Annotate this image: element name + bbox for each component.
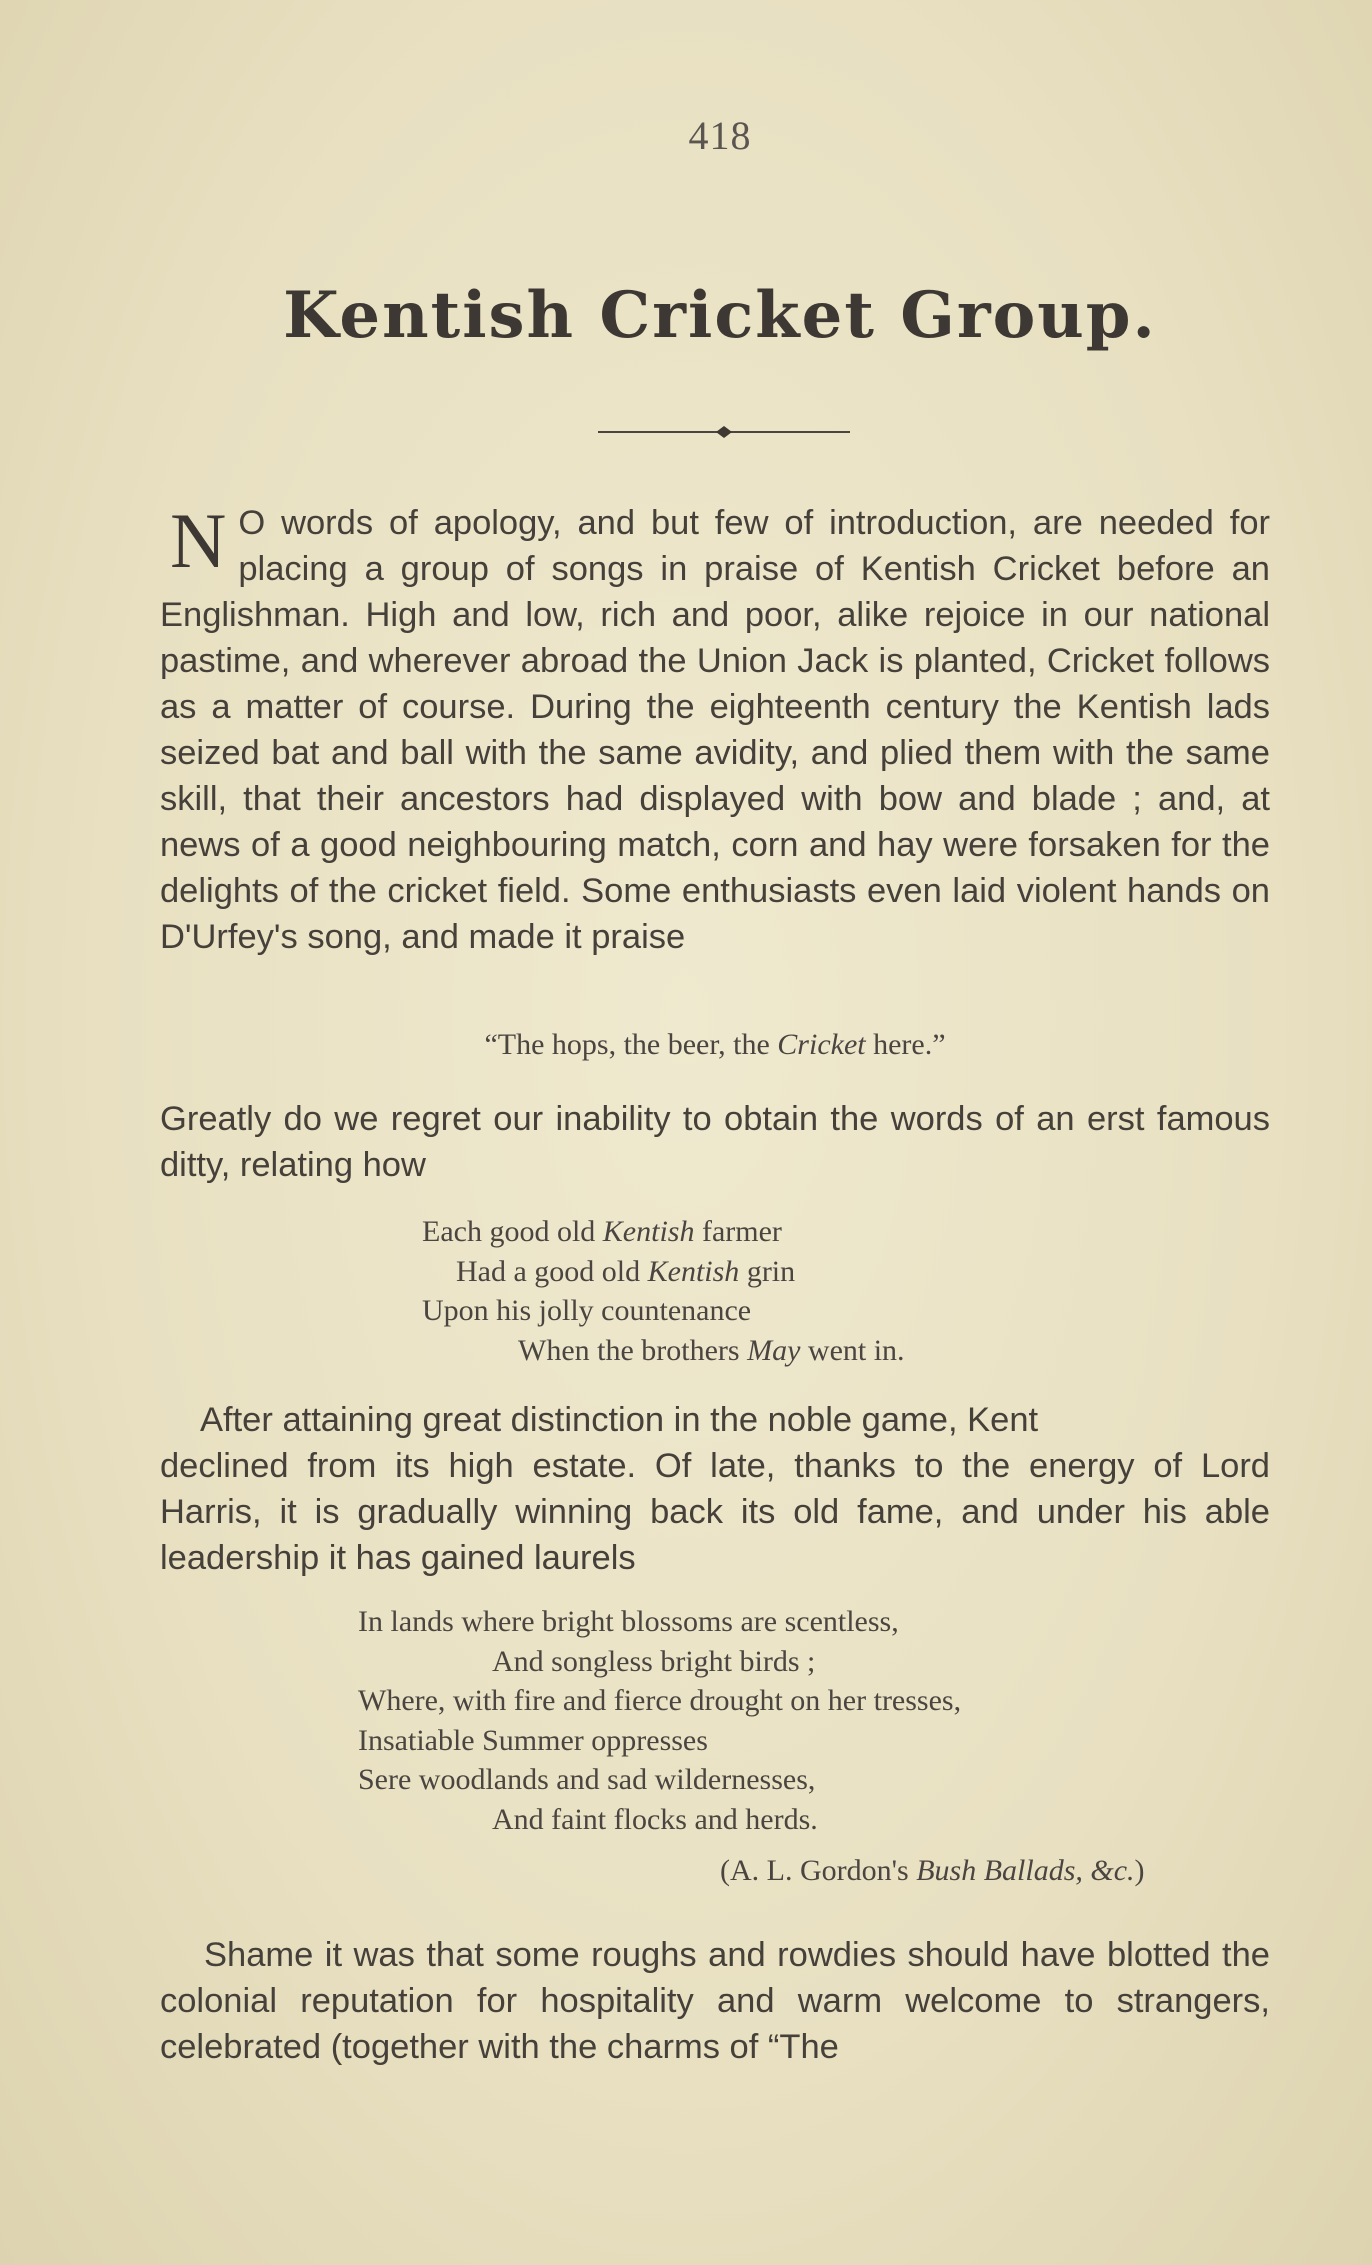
paragraph-ditty: Greatly do we regret our inability to obtain the words of an erst famous ditty, relating how — [160, 1100, 1270, 1184]
verse-italic: May — [747, 1333, 801, 1367]
verse-text: grin — [739, 1254, 796, 1288]
verse-line — [422, 1252, 905, 1292]
paragraph-roughs-body: blotted the colonial reputation for hospitality and warm welcome to strangers, celebrated (together with the charms of “The — [160, 1936, 1270, 2066]
verse-text: farmer — [694, 1215, 782, 1248]
song-quote — [0, 1028, 1372, 1062]
verse-italic: Kentish — [602, 1215, 695, 1248]
title-divider-ornament — [598, 422, 850, 442]
verse-attribution — [720, 1854, 1145, 1888]
paragraph-roughs-first-line: Shame it was that some roughs and rowdies should have — [204, 1936, 1096, 1974]
page-number: 418 — [688, 113, 752, 158]
verse-line — [422, 1212, 905, 1252]
page-title: Kentish Cricket Group. — [283, 278, 1157, 353]
drop-cap: N — [170, 497, 227, 584]
verse-line — [422, 1291, 905, 1331]
verse-text: Upon his jolly countenance — [422, 1294, 752, 1327]
verse-text: went in. — [800, 1333, 905, 1367]
verse-italic: Kentish — [647, 1254, 740, 1288]
attribution-italic: Bush Ballads, &c. — [916, 1854, 1135, 1887]
verse-text: Each good old — [422, 1215, 603, 1248]
attribution-text: ) — [1134, 1854, 1145, 1887]
paragraph-intro-body: for placing a group of songs in praise of Kentish Cricket before an Englishman. High and low, rich and poor, alike rejoice in our national pastime, and wherever abroad the Union Jack is planted, Cricket follows as a matter of course. During the eighteenth century the Kentish lads seized bat and ball with the same avidity, and plied them with the same skill, that their ancestors had displayed with bow and blade ; and, at news of a good neighbouring match, corn and hay were forsaken for the delights of the cricket field. Some enthusiasts even laid violent hands on D'Urfey's song, and made it praise — [160, 504, 1270, 956]
paragraph-intro — [160, 497, 1270, 960]
verse-line: And faint flocks and herds. — [492, 1802, 818, 1836]
song-quote-italic: Cricket — [777, 1028, 866, 1061]
verse-kentish-farmer — [422, 1212, 905, 1370]
verse-line: Sere woodlands and sad wildernesses, — [358, 1763, 816, 1796]
verse-line: In lands where bright blossoms are scentless, — [358, 1605, 899, 1638]
paragraph-roughs — [160, 1932, 1270, 2070]
verse-line: Insatiable Summer oppresses — [358, 1723, 708, 1757]
paragraph-lord-harris: declined from its high estate. Of late, thanks to the energy of Lord Harris, it is gradually winning back its old fame, and under his able leadership it has gained laurels — [160, 1447, 1270, 1577]
verse-text: Had a good old — [456, 1254, 648, 1288]
song-quote-open: “The hops, the beer, the — [484, 1028, 778, 1061]
paragraph-lord-harris-first-line: After attaining great distinction in the noble game, Kent — [200, 1401, 1039, 1439]
paragraph-intro-first-line: O words of apology, and but few of introduction, are needed — [238, 504, 1214, 542]
verse-bush-ballads — [358, 1602, 961, 1839]
song-quote-close: here.” — [865, 1028, 946, 1061]
verse-line: And songless bright birds ; — [492, 1644, 816, 1678]
verse-line: Where, with fire and fierce drought on her tresses, — [358, 1684, 962, 1717]
verse-text: When the brothers — [518, 1333, 748, 1367]
attribution-text: (A. L. Gordon's — [720, 1854, 917, 1887]
verse-line — [422, 1331, 905, 1371]
